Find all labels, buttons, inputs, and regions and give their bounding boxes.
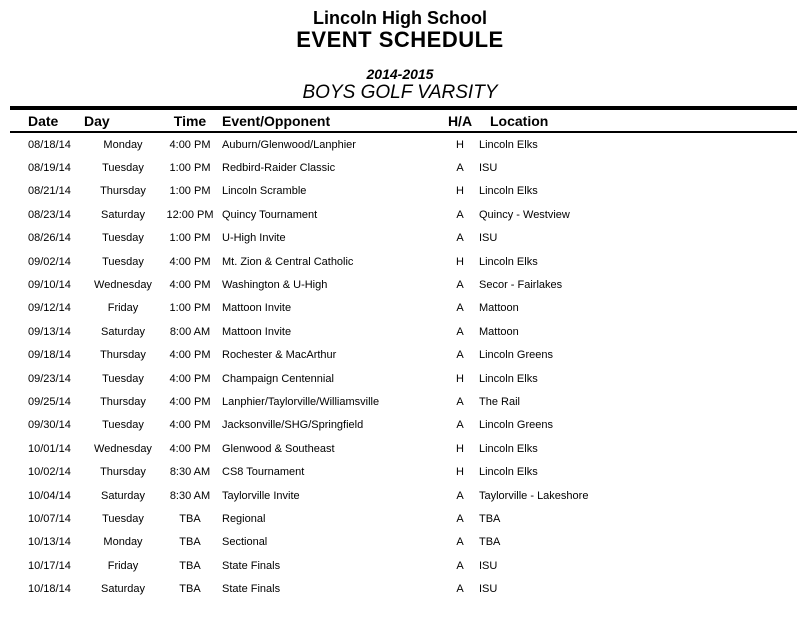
cell-day: Saturday	[100, 208, 146, 221]
cell-ha: A	[456, 395, 464, 408]
cell-date: 09/12/14	[28, 302, 71, 315]
cell-event: CS8 Tournament	[222, 466, 305, 479]
column-header-date: Date	[28, 112, 59, 129]
table-row	[0, 367, 800, 390]
cell-day: Thursday	[100, 466, 146, 479]
table-row	[0, 250, 800, 273]
cell-ha: A	[456, 279, 464, 292]
cell-time: 4:00 PM	[169, 395, 211, 408]
cell-date: 10/07/14	[28, 512, 71, 525]
cell-time: 4:00 PM	[169, 349, 211, 362]
table-row	[0, 460, 800, 483]
cell-location: ISU	[479, 232, 498, 245]
cell-location: Lincoln Elks	[479, 466, 538, 479]
cell-time: 4:00 PM	[169, 255, 211, 268]
cell-location: Taylorville - Lakeshore	[479, 489, 589, 502]
cell-event: Glenwood & Southeast	[222, 442, 335, 455]
table-row	[0, 180, 800, 203]
cell-ha: A	[456, 559, 464, 572]
cell-event: Taylorville Invite	[222, 489, 300, 502]
cell-day: Tuesday	[102, 232, 144, 245]
cell-time: 4:00 PM	[169, 419, 211, 432]
table-row	[0, 297, 800, 320]
table-row	[0, 390, 800, 413]
table-row	[0, 227, 800, 250]
cell-event: Lincoln Scramble	[222, 185, 307, 198]
season-years: 2014-2015	[366, 66, 434, 82]
cell-ha: A	[456, 302, 464, 315]
cell-location: The Rail	[479, 395, 520, 408]
cell-location: Mattoon	[479, 325, 519, 338]
cell-date: 08/19/14	[28, 162, 71, 175]
team-name: BOYS GOLF VARSITY	[302, 82, 498, 103]
cell-date: 10/04/14	[28, 489, 71, 502]
cell-ha: H	[456, 255, 464, 268]
table-row	[0, 344, 800, 367]
cell-date: 09/30/14	[28, 419, 71, 432]
cell-day: Saturday	[100, 325, 146, 338]
cell-date: 09/13/14	[28, 325, 71, 338]
cell-event: Regional	[222, 512, 266, 525]
table-row	[0, 507, 800, 530]
table-row	[0, 133, 800, 156]
table-row	[0, 554, 800, 577]
cell-time: TBA	[179, 536, 201, 549]
cell-day: Tuesday	[102, 372, 144, 385]
cell-date: 10/01/14	[28, 442, 71, 455]
table-row	[0, 273, 800, 296]
column-header-ha: H/A	[447, 112, 473, 129]
cell-event: Mt. Zion & Central Catholic	[222, 255, 354, 268]
cell-date: 10/13/14	[28, 536, 71, 549]
cell-day: Friday	[107, 302, 139, 315]
cell-date: 10/02/14	[28, 466, 71, 479]
cell-time: 1:00 PM	[169, 185, 211, 198]
cell-location: Lincoln Elks	[479, 442, 538, 455]
cell-time: 12:00 PM	[166, 208, 214, 221]
cell-day: Tuesday	[102, 419, 144, 432]
cell-time: 4:00 PM	[169, 279, 211, 292]
cell-location: Lincoln Elks	[479, 185, 538, 198]
cell-day: Friday	[107, 559, 139, 572]
cell-time: 1:00 PM	[169, 232, 211, 245]
cell-ha: A	[456, 208, 464, 221]
cell-date: 09/23/14	[28, 372, 71, 385]
table-row	[0, 320, 800, 343]
cell-time: 4:00 PM	[169, 372, 211, 385]
cell-date: 08/23/14	[28, 208, 71, 221]
column-header-location: Location	[490, 112, 549, 129]
cell-time: 8:30 AM	[169, 466, 211, 479]
cell-ha: H	[456, 138, 464, 151]
cell-day: Thursday	[100, 395, 146, 408]
cell-date: 10/18/14	[28, 583, 71, 596]
table-row	[0, 414, 800, 437]
cell-ha: A	[456, 325, 464, 338]
cell-time: 8:30 AM	[169, 489, 211, 502]
cell-location: Lincoln Greens	[479, 349, 553, 362]
table-row	[0, 484, 800, 507]
cell-ha: H	[456, 442, 464, 455]
cell-location: ISU	[479, 162, 498, 175]
column-header-time: Time	[173, 112, 207, 129]
table-header-row	[0, 110, 800, 131]
cell-location: TBA	[479, 536, 501, 549]
cell-event: Mattoon Invite	[222, 302, 292, 315]
cell-event: Jacksonville/SHG/Springfield	[222, 419, 364, 432]
cell-date: 09/02/14	[28, 255, 71, 268]
cell-day: Saturday	[100, 489, 146, 502]
cell-ha: A	[456, 162, 464, 175]
cell-ha: H	[456, 372, 464, 385]
school-name: Lincoln High School	[313, 8, 487, 28]
cell-location: TBA	[479, 512, 501, 525]
cell-day: Tuesday	[102, 512, 144, 525]
cell-day: Tuesday	[102, 162, 144, 175]
cell-location: ISU	[479, 559, 498, 572]
cell-event: Rochester & MacArthur	[222, 349, 337, 362]
cell-date: 09/10/14	[28, 279, 71, 292]
cell-event: Washington & U-High	[222, 279, 328, 292]
cell-ha: A	[456, 583, 464, 596]
cell-date: 08/18/14	[28, 138, 71, 151]
cell-location: Secor - Fairlakes	[479, 279, 563, 292]
cell-time: 4:00 PM	[169, 442, 211, 455]
schedule-table-body	[0, 133, 800, 601]
cell-ha: A	[456, 232, 464, 245]
document-title: EVENT SCHEDULE	[296, 27, 504, 52]
cell-day: Wednesday	[94, 442, 152, 455]
cell-time: TBA	[179, 512, 201, 525]
cell-event: Redbird-Raider Classic	[222, 162, 336, 175]
cell-time: 1:00 PM	[169, 302, 211, 315]
cell-ha: A	[456, 419, 464, 432]
table-row	[0, 203, 800, 226]
cell-ha: A	[456, 489, 464, 502]
cell-event: U-High Invite	[222, 232, 286, 245]
cell-ha: A	[456, 349, 464, 362]
cell-day: Monday	[103, 536, 143, 549]
cell-date: 08/26/14	[28, 232, 71, 245]
cell-day: Wednesday	[94, 279, 152, 292]
schedule-table	[0, 110, 800, 601]
cell-ha: A	[456, 536, 464, 549]
cell-time: TBA	[179, 583, 201, 596]
cell-day: Thursday	[100, 349, 146, 362]
cell-time: TBA	[179, 559, 201, 572]
cell-event: Mattoon Invite	[222, 325, 292, 338]
cell-event: Lanphier/Taylorville/Williamsville	[222, 395, 380, 408]
cell-event: State Finals	[222, 559, 281, 572]
table-row	[0, 156, 800, 179]
cell-date: 10/17/14	[28, 559, 71, 572]
cell-event: State Finals	[222, 583, 281, 596]
cell-location: Mattoon	[479, 302, 519, 315]
cell-date: 09/18/14	[28, 349, 71, 362]
column-header-event: Event/Opponent	[222, 112, 331, 129]
table-row	[0, 577, 800, 600]
cell-location: Quincy - Westview	[479, 208, 570, 221]
column-header-day: Day	[84, 112, 110, 129]
cell-event: Quincy Tournament	[222, 208, 318, 221]
cell-event: Champaign Centennial	[222, 372, 334, 385]
cell-location: Lincoln Elks	[479, 138, 538, 151]
cell-date: 09/25/14	[28, 395, 71, 408]
cell-day: Saturday	[100, 583, 146, 596]
cell-time: 1:00 PM	[169, 162, 211, 175]
table-row	[0, 437, 800, 460]
cell-ha: H	[456, 185, 464, 198]
table-row	[0, 531, 800, 554]
cell-time: 8:00 AM	[169, 325, 211, 338]
cell-ha: H	[456, 466, 464, 479]
cell-ha: A	[456, 512, 464, 525]
cell-location: Lincoln Greens	[479, 419, 553, 432]
cell-time: 4:00 PM	[169, 138, 211, 151]
cell-location: Lincoln Elks	[479, 372, 538, 385]
cell-location: ISU	[479, 583, 498, 596]
cell-day: Thursday	[100, 185, 146, 198]
document-header	[0, 0, 800, 103]
cell-event: Auburn/Glenwood/Lanphier	[222, 138, 356, 151]
cell-day: Monday	[103, 138, 143, 151]
cell-date: 08/21/14	[28, 185, 71, 198]
cell-location: Lincoln Elks	[479, 255, 538, 268]
cell-event: Sectional	[222, 536, 268, 549]
cell-day: Tuesday	[102, 255, 144, 268]
